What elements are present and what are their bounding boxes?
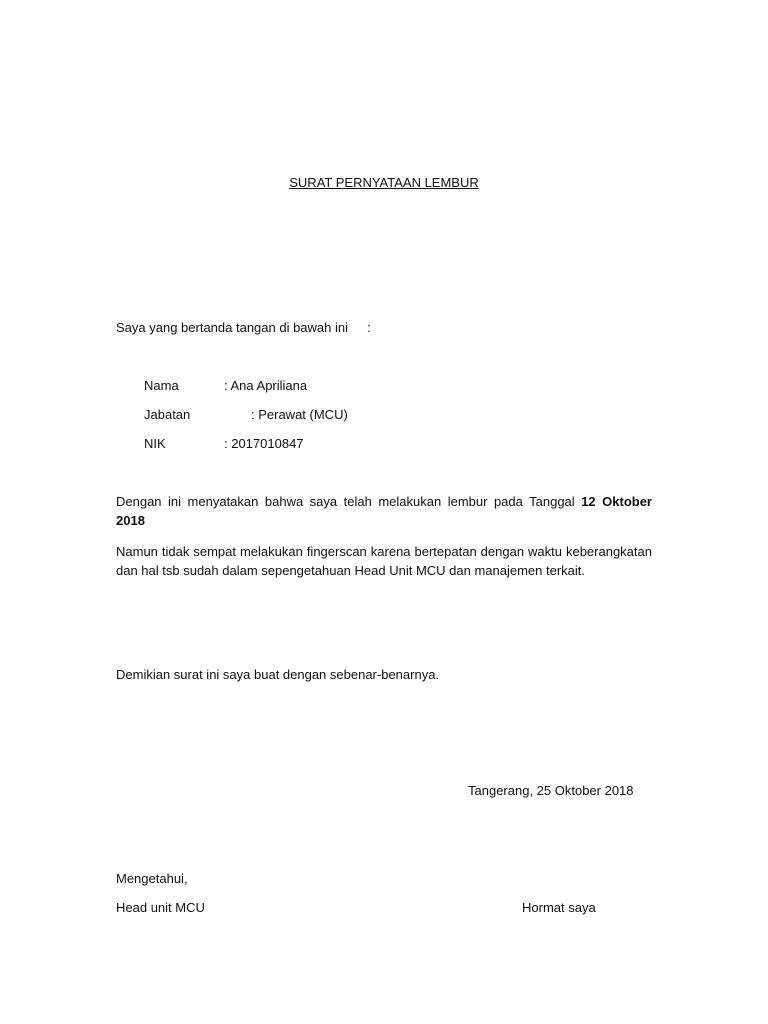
field-label-nama: Nama <box>144 378 179 393</box>
right-signatory: Hormat saya <box>522 900 596 915</box>
field-value-nama: : Ana Apriliana <box>224 378 308 393</box>
intro-text <box>116 320 371 336</box>
intro-label: Saya yang bertanda tangan di bawah ini <box>116 320 349 335</box>
field-label-jabatan: Jabatan <box>144 407 191 422</box>
field-value-jabatan: : Perawat (MCU) <box>251 407 348 422</box>
statement-date: 12 Oktober 2018 <box>116 494 652 528</box>
letter-title: SURAT PERNYATAAN LEMBUR <box>289 175 479 190</box>
field-label-nik: NIK <box>144 436 166 451</box>
explanation-paragraph: Namun tidak sempat melakukan fingerscan karena bertepatan dengan waktu keberangkatan dan hal tsb sudah dalam sepengetahuan Head Unit MCU dan manajemen terkait. <box>116 544 652 578</box>
closing-text: Demikian surat ini saya buat dengan sebenar-benarnya. <box>116 667 440 682</box>
statement-text: Dengan ini menyatakan bahwa saya telah melakukan lembur pada Tanggal <box>116 494 582 509</box>
acknowledged-label: Mengetahui, <box>116 871 188 886</box>
place-date: Tangerang, 25 Oktober 2018 <box>468 783 634 798</box>
intro-colon: : <box>367 320 371 335</box>
left-signatory: Head unit MCU <box>116 900 205 915</box>
field-value-nik: : 2017010847 <box>224 436 304 451</box>
statement-paragraph <box>116 492 652 530</box>
